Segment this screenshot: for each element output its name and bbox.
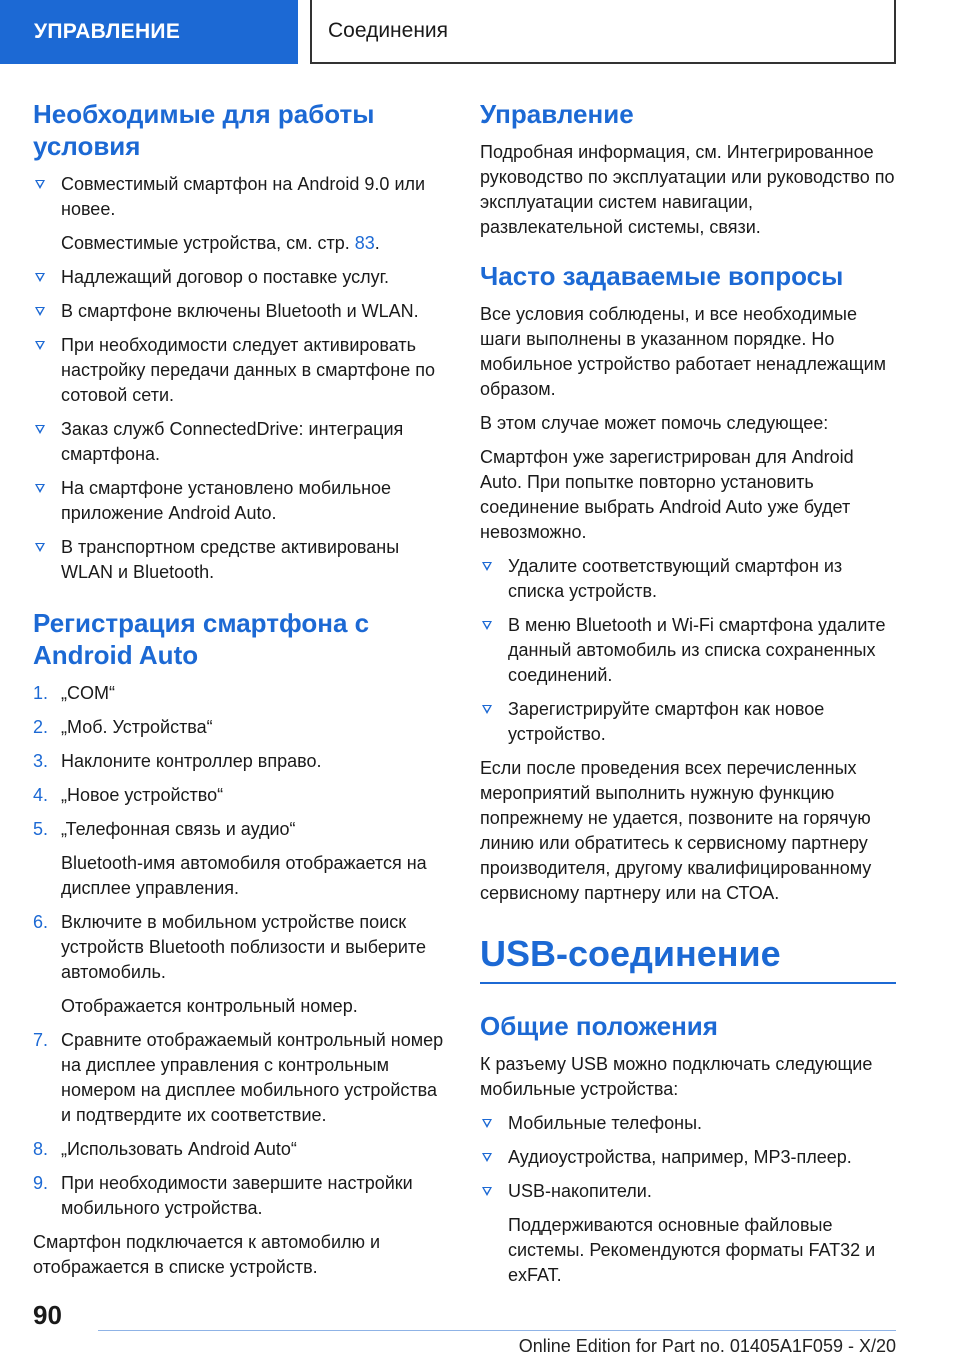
item-text: На смартфоне установлено мобильное приложение Android Auto. [61, 478, 392, 523]
faq-paragraph: Если после проведения всех перечисленных мероприятий выполнить нужную функцию попрежнему не удается, позвоните на горячую линию или обратитесь к сервисному партнеру производителя, другому квалифицированному сервисному партнеру или на СТОА. [480, 758, 872, 903]
triangle-bullet-icon [35, 341, 45, 350]
step-text: Включите в мобильном устройстве поиск устройств Bluetooth поблизости и выберите автомобиль. [61, 912, 426, 982]
general-heading: Общие положения [480, 1011, 718, 1041]
triangle-bullet-icon [482, 621, 492, 630]
step-item [33, 749, 447, 774]
item-text: Надлежащий договор о поставке услуг. [61, 267, 390, 287]
triangle-bullet-icon [482, 1119, 492, 1128]
step-number: 6. [33, 912, 49, 932]
control-text: Подробная информация, см. Интегрированное руководство по эксплуатации или руководство по эксплуатации систем навигации, развлекательной системы, связи. [480, 142, 895, 237]
triangle-bullet-icon [482, 705, 492, 714]
step-note: Отображается контрольный номер. [61, 996, 358, 1016]
step-number: 8. [33, 1139, 49, 1159]
registration-steps [33, 681, 447, 1221]
faq-paragraph: В этом случае может помочь следующее: [480, 413, 829, 433]
faq-paragraph: Смартфон уже зарегистрирован для Android Auto. При попытке повторно установить соединение выбрать Android Auto уже будет невозможно. [480, 447, 854, 542]
step-item [33, 817, 447, 901]
list-item [33, 172, 447, 256]
step-text: „Моб. Устройства“ [61, 717, 213, 737]
list-item [33, 417, 447, 467]
note-text: Совместимые устройства, см. стр. [61, 233, 350, 253]
section-title: Соединения [310, 0, 896, 64]
item-text: Мобильные телефоны. [508, 1113, 703, 1133]
list-item [33, 535, 447, 585]
step-item [33, 715, 447, 740]
list-item [33, 476, 447, 526]
triangle-bullet-icon [482, 1153, 492, 1162]
faq-paragraph: Все условия соблюдены, и все необходимые шаги выполнены в указанном порядке. Но мобильное устройство работает ненадлежащим образом. [480, 304, 886, 399]
step-note: Bluetooth-имя автомобиля отображается на дисплее управления. [61, 853, 427, 898]
list-item [480, 1145, 896, 1170]
item-text: Удалите соответствующий смартфон из списка устройств. [508, 556, 843, 601]
list-item [33, 299, 447, 324]
item-note: Поддерживаются основные файловые системы. Рекомендуются форматы FAT32 и exFAT. [508, 1215, 876, 1285]
list-item [480, 1179, 896, 1288]
step-number: 1. [33, 683, 49, 703]
list-item [33, 265, 447, 290]
registration-result: Смартфон подключается к автомобилю и отображается в списке устройств. [33, 1232, 381, 1277]
step-number: 4. [33, 785, 49, 805]
faq-list [480, 554, 896, 747]
general-list [480, 1111, 896, 1288]
item-text: При необходимости следует активировать настройку передачи данных в смартфоне по сотовой сети. [61, 335, 435, 405]
step-number: 3. [33, 751, 49, 771]
step-text: „Новое устройство“ [61, 785, 224, 805]
item-text: В смартфоне включены Bluetooth и WLAN. [61, 301, 419, 321]
item-text: Зарегистрируйте смартфон как новое устройство. [508, 699, 825, 744]
general-text: К разъему USB можно подключать следующие мобильные устройства: [480, 1054, 873, 1099]
step-number: 2. [33, 717, 49, 737]
item-text: USB-накопители. [508, 1181, 652, 1201]
step-item [33, 910, 447, 1019]
list-item [480, 554, 896, 604]
step-number: 7. [33, 1030, 49, 1050]
triangle-bullet-icon [35, 307, 45, 316]
triangle-bullet-icon [35, 273, 45, 282]
triangle-bullet-icon [482, 1187, 492, 1196]
footer-divider [98, 1330, 896, 1331]
requirements-heading: Необходимые для работы условия [33, 99, 375, 161]
step-text: Сравните отображаемый контрольный номер на дисплее управления с контрольным номером на дисплее мобильного устройства и подтвердите их соответствие. [61, 1030, 444, 1125]
triangle-bullet-icon [482, 562, 492, 571]
step-item [33, 783, 447, 808]
list-item [33, 333, 447, 408]
right-column [480, 98, 896, 1297]
list-item [480, 697, 896, 747]
registration-heading: Регистрация смартфона с Android Auto [33, 608, 370, 670]
faq-heading: Часто задаваемые вопросы [480, 261, 844, 291]
chapter-tab: УПРАВЛЕНИЕ [0, 0, 298, 64]
triangle-bullet-icon [35, 425, 45, 434]
triangle-bullet-icon [35, 543, 45, 552]
page-link[interactable]: 83 [354, 233, 375, 253]
item-text: В меню Bluetooth и Wi-Fi смартфона удалите данный автомобиль из списка сохраненных соединений. [508, 615, 886, 685]
step-text: Наклоните контроллер вправо. [61, 751, 322, 771]
item-text: Заказ служб ConnectedDrive: интеграция смартфона. [61, 419, 404, 464]
step-item [33, 1028, 447, 1128]
list-item [480, 613, 896, 688]
edition-text: Online Edition for Part no. 01405A1F059 - X/20 [518, 1336, 896, 1356]
step-text: „Телефонная связь и аудио“ [61, 819, 296, 839]
step-text: „COM“ [61, 683, 115, 703]
control-heading: Управление [480, 99, 634, 129]
step-number: 9. [33, 1173, 49, 1193]
list-item [480, 1111, 896, 1136]
step-text: „Использовать Android Auto“ [61, 1139, 297, 1159]
step-number: 5. [33, 819, 49, 839]
step-item [33, 681, 447, 706]
item-text: Совместимый смартфон на Android 9.0 или новее. [61, 174, 426, 219]
requirements-list [33, 172, 447, 585]
left-column [33, 98, 447, 1289]
triangle-bullet-icon [35, 484, 45, 493]
usb-chapter-heading: USB-соединение [480, 932, 896, 984]
item-note: Совместимые устройства, см. стр. 83. [61, 233, 380, 253]
triangle-bullet-icon [35, 180, 45, 189]
page-number: 90 [33, 1300, 62, 1330]
step-item [33, 1137, 447, 1162]
step-item [33, 1171, 447, 1221]
item-text: В транспортном средстве активированы WLAN и Bluetooth. [61, 537, 400, 582]
step-text: При необходимости завершите настройки мобильного устройства. [61, 1173, 413, 1218]
item-text: Аудиоустройства, например, MP3-плеер. [508, 1147, 852, 1167]
